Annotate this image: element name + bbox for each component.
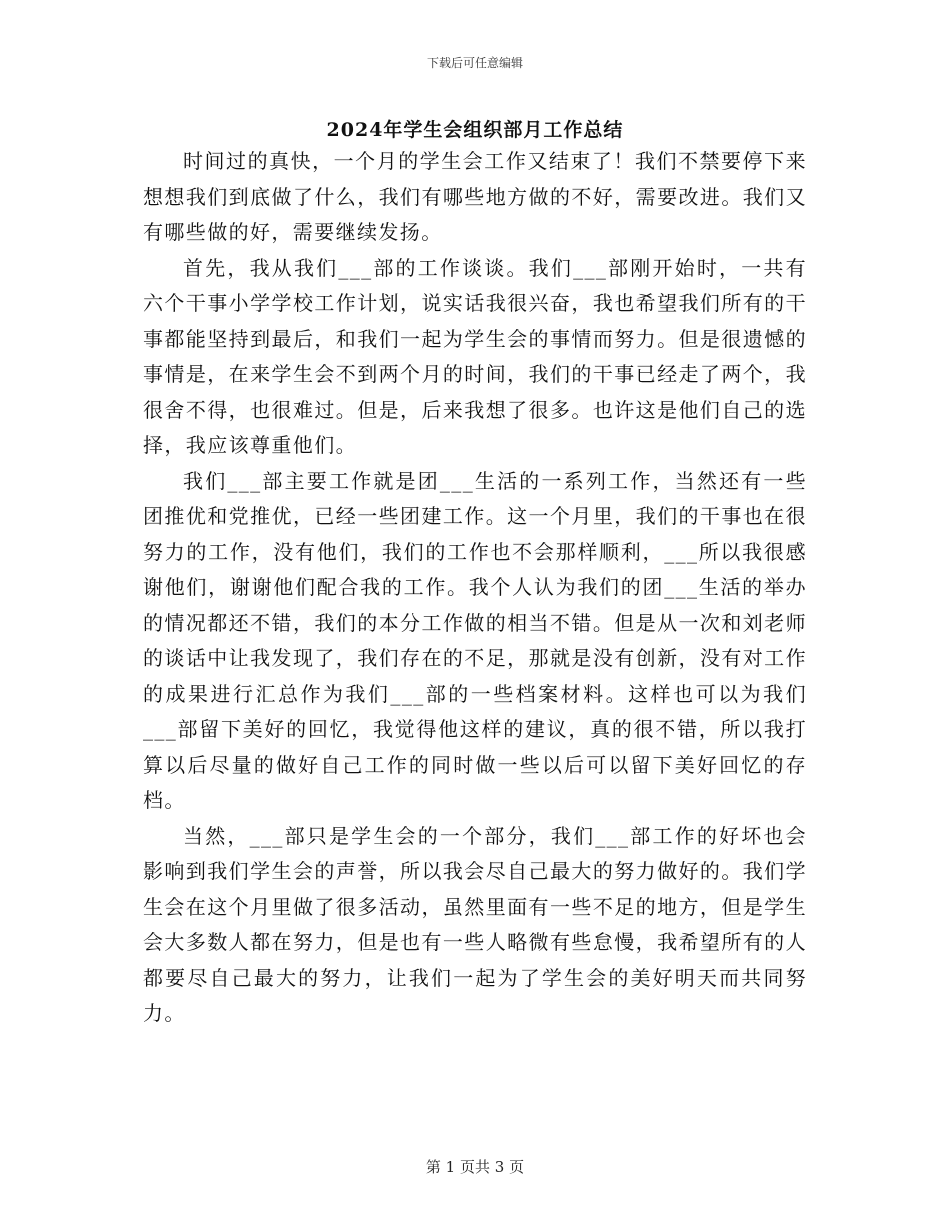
paragraph-1: 时间过的真快，一个月的学生会工作又结束了！我们不禁要停下来想想我们到底做了什么，我们有哪些地方做的不好，需要改进。我们又有哪些做的好，需要继续发扬。 <box>143 149 807 244</box>
paragraph-4: 当然，___部只是学生会的一个部分，我们___部工作的好坏也会影响到我们学生会的声誉，所以我会尽自己最大的努力做好的。我们学生会在这个月里做了很多活动，虽然里面有一些不足的地方，但是学生会大多数人都在努力，但是也有一些人略微有些怠慢，我希望所有的人都要尽自己最大的努力，让我们一起为了学生会的美好明天而共同努力。 <box>143 823 807 1025</box>
page-number: 第 1 页共 3 页 <box>425 1158 525 1176</box>
document-title: 2024年学生会组织部月工作总结 <box>326 119 624 141</box>
page-header-note: 下载后可任意编辑 <box>426 56 523 70</box>
paragraph-2: 首先，我从我们___部的工作谈谈。我们___部刚开始时，一共有六个干事小学学校工作计划，说实话我很兴奋，我也希望我们所有的干事都能坚持到最后，和我们一起为学生会的事情而努力。但是很遗憾的事情是，在来学生会不到两个月的时间，我们的干事已经走了两个，我很舍不得，也很难过。但是，后来我想了很多。也许这是他们自己的选择，我应该尊重他们。 <box>143 255 807 457</box>
document-body <box>143 144 807 1032</box>
paragraph-3: 我们___部主要工作就是团___生活的一系列工作，当然还有一些团推优和党推优，已经一些团建工作。这一个月里，我们的干事也在很努力的工作，没有他们，我们的工作也不会那样顺利，___所以我很感谢他们，谢谢他们配合我的工作。我个人认为我们的团___生活的举办的情况都还不错，我们的本分工作做的相当不错。但是从一次和刘老师的谈话中让我发现了，我们存在的不足，那就是没有创新，没有对工作的成果进行汇总作为我们___部的一些档案材料。这样也可以为我们___部留下美好的回忆，我觉得他这样的建议，真的很不错，所以我打算以后尽量的做好自己工作的同时做一些以后可以留下美好回忆的存档。 <box>143 468 807 812</box>
